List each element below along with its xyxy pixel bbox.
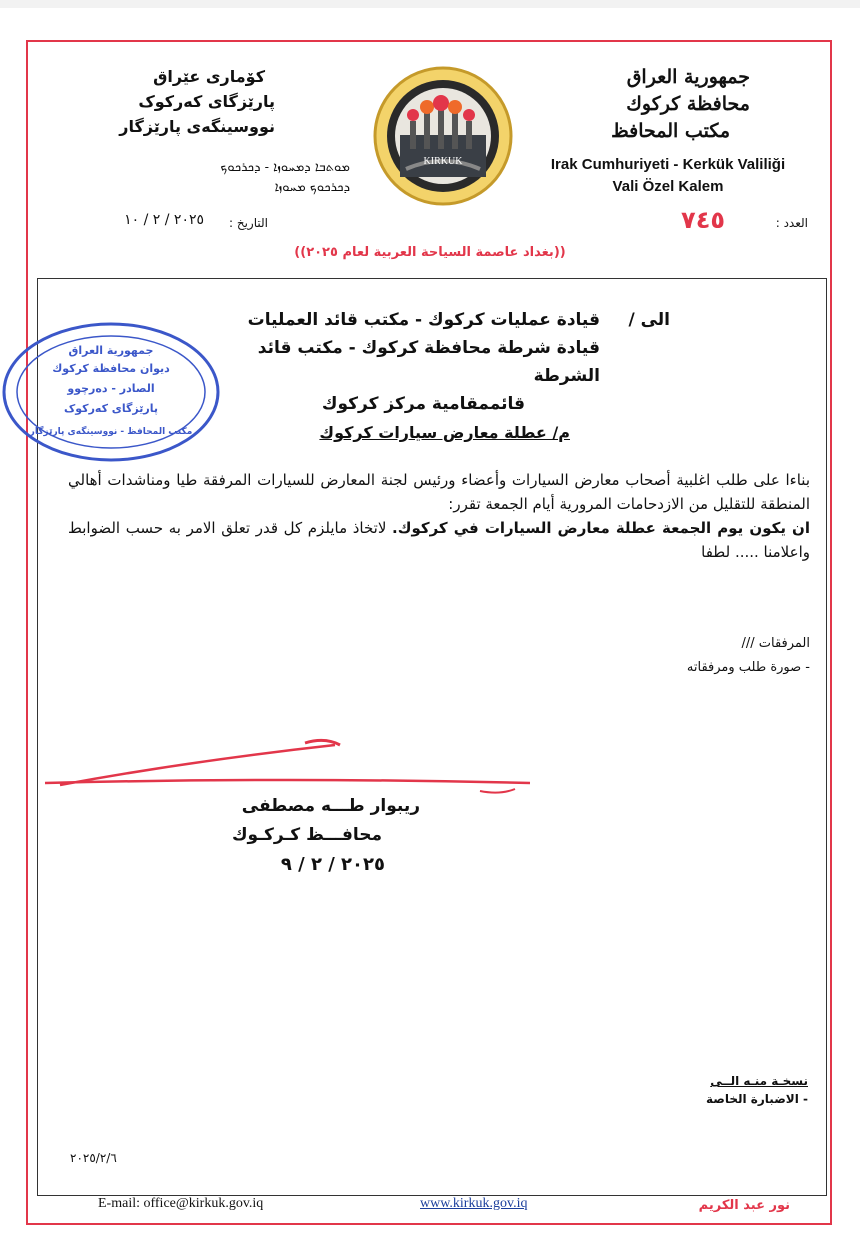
number-label: العدد : (775, 216, 808, 230)
footer-email: E-mail: office@kirkuk.gov.iq (98, 1196, 264, 1211)
stamp-line: مكتب المحافظ - نووسینگەی پارێزگار (29, 427, 193, 437)
addressee-line: قيادة عمليات كركوك - مكتب قائد العمليات (247, 310, 600, 330)
header-kurdish (95, 64, 275, 139)
body-decision: ان يكون يوم الجمعة عطلة معارض السيارات في كركوك. (392, 519, 810, 537)
attachments (560, 632, 810, 680)
header-syriac (80, 158, 350, 198)
addressee-line: قائممقامية مركز كركوك (321, 394, 525, 414)
stamp-line: الصادر - دەرچوو (67, 382, 155, 395)
signatory-title: محافـــظ كـركـوك (231, 825, 382, 845)
attachments-label: المرفقات /// (741, 636, 810, 651)
header-kurdish-line: پارێزگای کەرکوک (138, 92, 275, 111)
header-turkish-line: Vali Özel Kalem (612, 178, 724, 195)
addressee-lines (190, 306, 600, 418)
body-paragraph (68, 516, 810, 564)
header-arabic-line: مكتب المحافظ (611, 120, 730, 142)
header-turkish (528, 154, 808, 198)
document-page (0, 8, 860, 1245)
copy-to-item: - الاضبارة الخاصة (705, 1092, 808, 1106)
stamp-line: پارێزگای کەرکوک (64, 402, 158, 415)
copy-to-label: نسخـة منـه الــى (710, 1074, 808, 1088)
body-closing: لاتخاذ مايلزم كل قدر تعلق الامر به حسب الضوابط واعلامنا ..... لطفا (68, 519, 810, 561)
letter-body (68, 468, 810, 564)
stamp-line: ديوان محافظة كركوك (52, 362, 170, 375)
stamp-line: جمهورية العراق (68, 344, 154, 357)
subject: م/ عطلة معارض سيارات كركوك (319, 423, 570, 442)
header-syriac-line: ܡܘܬܒܐ ܕܡܚܘܙܐ - ܕܟܪܟܘܟ (220, 160, 350, 175)
addressee-line: قيادة شرطة محافظة كركوك - مكتب قائد الشرطة (257, 338, 600, 386)
to-label: الى / (628, 310, 670, 330)
print-date: ٢٠٢٥/٢/٦ (70, 1151, 117, 1165)
header-kurdish-line: کۆماری عێراق (153, 67, 265, 86)
date-label: التاريخ : (228, 216, 268, 230)
signature-date: ٢٠٢٥ / ٢ / ٩ (280, 854, 385, 875)
signatory-name: ريبوار طـــه مصطفى (241, 796, 420, 816)
header-syriac-line: ܕܟܪܟܘܟ ܡܚܘܙܐ (274, 180, 350, 195)
office-round-stamp (0, 320, 222, 465)
number-value: ٧٤٥ (681, 206, 725, 234)
kirkuk-emblem (372, 65, 514, 207)
copy-to (600, 1072, 808, 1108)
typist-name: نور عبد الكريم (698, 1198, 790, 1213)
emblem-label: KIRKUK (423, 156, 463, 167)
body-paragraph: بناءا على طلب اغلبية أصحاب معارض السيارات وأعضاء ورئيس لجنة المعارض للسيارات المرفقة طيا ومناشدات أهالي المنطقة للتقليل من الازدحامات المرورية أيام الجمعة تقرر: (68, 471, 810, 513)
header-arabic-line: جمهورية العراق (626, 66, 750, 88)
attachment-item: - صورة طلب ومرفقاته (686, 660, 810, 675)
header-arabic-line: محافظة كركوك (626, 93, 750, 115)
header-arabic (590, 64, 750, 145)
header-turkish-line: Irak Cumhuriyeti - Kerkük Valiliği (550, 156, 786, 173)
signatory (150, 792, 420, 850)
header-kurdish-line: نووسینگەی پارێزگار (119, 117, 275, 136)
footer-website-link[interactable]: www.kirkuk.gov.iq (420, 1196, 528, 1211)
date-value: ٢٠٢٥ / ٢ / ١٠ (124, 212, 204, 228)
slogan: ((بغداد عاصمة السياحة العربية لعام ٢٠٢٥)) (294, 245, 566, 260)
